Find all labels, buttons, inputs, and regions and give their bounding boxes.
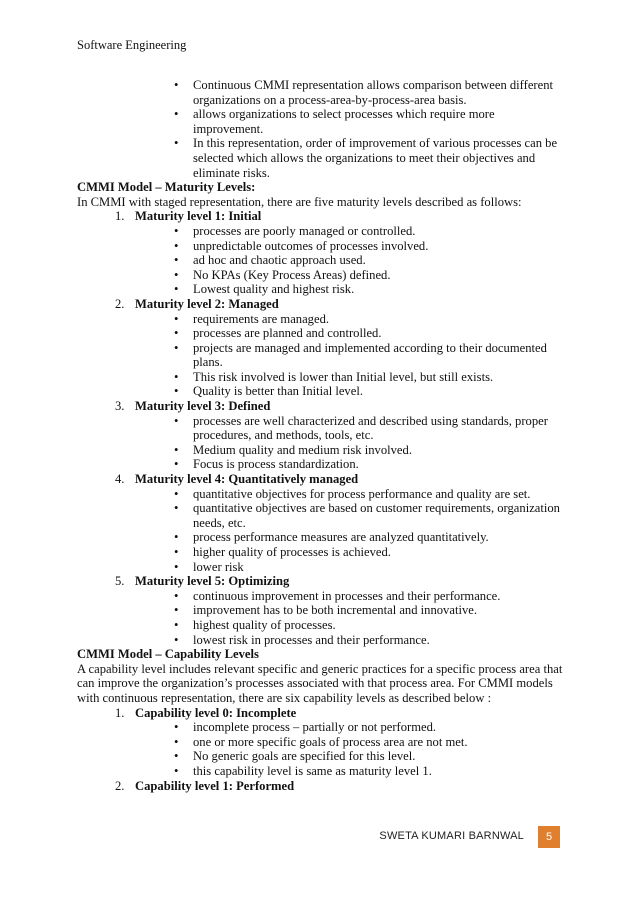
capability-level-0 bbox=[77, 706, 567, 779]
list-item: • lower risk bbox=[77, 560, 567, 575]
list-item: • This risk involved is lower than Initial level, but still exists. bbox=[77, 370, 567, 385]
list-item: • improvement has to be both incremental and innovative. bbox=[77, 603, 567, 618]
level-title: Maturity level 1: Initial bbox=[135, 209, 262, 224]
capability-heading: CMMI Model – Capability Levels bbox=[77, 647, 259, 662]
list-item: • this capability level is same as maturity level 1. bbox=[77, 764, 567, 779]
maturity-level-5 bbox=[77, 574, 567, 647]
level-number: 5. bbox=[115, 574, 125, 589]
list-item: • Lowest quality and highest risk. bbox=[77, 282, 567, 297]
capability-intro: A capability level includes relevant specific and generic practices for a specific process area that can improve the organization’s processes associated with that process area. For CMMI models with continuous representation, there are six capability levels as described below : bbox=[77, 661, 563, 705]
level-number: 2. bbox=[115, 778, 125, 793]
author-name: SWETA KUMARI BARNWAL bbox=[379, 830, 524, 842]
list-item: • one or more specific goals of process area are not met. bbox=[77, 735, 567, 750]
page-footer bbox=[380, 826, 560, 848]
list-item: • processes are well characterized and described using standards, proper procedures, and methods, tools, etc. bbox=[77, 414, 567, 443]
list-item: • In this representation, order of improvement of various processes can be selected which allows the organizations to meet their objectives and eliminate risks. bbox=[77, 136, 567, 180]
maturity-levels bbox=[77, 209, 567, 647]
list-item: • requirements are managed. bbox=[77, 312, 567, 327]
page-number: 5 bbox=[538, 826, 560, 848]
running-header: Software Engineering bbox=[77, 38, 187, 52]
level-number: 2. bbox=[115, 296, 125, 311]
list-item: • ad hoc and chaotic approach used. bbox=[77, 253, 567, 268]
list-item: • highest quality of processes. bbox=[77, 618, 567, 633]
list-item: • Quality is better than Initial level. bbox=[77, 384, 567, 399]
level-title: Maturity level 3: Defined bbox=[135, 399, 271, 414]
list-item: • projects are managed and implemented according to their documented plans. bbox=[77, 341, 567, 370]
level-title: Capability level 1: Performed bbox=[135, 778, 295, 793]
level-number: 4. bbox=[115, 472, 125, 487]
level-number: 1. bbox=[115, 705, 125, 720]
level-number: 1. bbox=[115, 209, 125, 224]
level-title: Maturity level 5: Optimizing bbox=[135, 574, 290, 589]
maturity-intro: In CMMI with staged representation, there are five maturity levels described as follows: bbox=[77, 194, 522, 209]
list-item: • processes are planned and controlled. bbox=[77, 326, 567, 341]
maturity-level-2 bbox=[77, 297, 567, 399]
list-item: • incomplete process – partially or not performed. bbox=[77, 720, 567, 735]
document-body bbox=[77, 78, 567, 793]
level-number: 3. bbox=[115, 399, 125, 414]
list-item: • process performance measures are analyzed quantitatively. bbox=[77, 530, 567, 545]
list-item: • lowest risk in processes and their performance. bbox=[77, 633, 567, 648]
list-item: • Medium quality and medium risk involved. bbox=[77, 443, 567, 458]
list-item: • No KPAs (Key Process Areas) defined. bbox=[77, 268, 567, 283]
list-item: • quantitative objectives are based on customer requirements, organization needs, etc. bbox=[77, 501, 567, 530]
list-item: • unpredictable outcomes of processes involved. bbox=[77, 239, 567, 254]
capability-level-1 bbox=[77, 779, 567, 794]
capability-levels bbox=[77, 706, 567, 794]
level-title: Maturity level 2: Managed bbox=[135, 296, 279, 311]
intro-bullet-list bbox=[77, 78, 567, 180]
list-item: • continuous improvement in processes and their performance. bbox=[77, 589, 567, 604]
maturity-level-4 bbox=[77, 472, 567, 574]
list-item: • processes are poorly managed or controlled. bbox=[77, 224, 567, 239]
maturity-level-3 bbox=[77, 399, 567, 472]
list-item: • higher quality of processes is achieved. bbox=[77, 545, 567, 560]
maturity-level-1 bbox=[77, 209, 567, 297]
level-title: Maturity level 4: Quantitatively managed bbox=[135, 472, 359, 487]
list-item: • allows organizations to select processes which require more improvement. bbox=[77, 107, 567, 136]
list-item: • No generic goals are specified for this level. bbox=[77, 749, 567, 764]
list-item: • Continuous CMMI representation allows comparison between different organizations on a process-area-by-process-area basis. bbox=[77, 78, 567, 107]
list-item: • quantitative objectives for process performance and quality are set. bbox=[77, 487, 567, 502]
level-title: Capability level 0: Incomplete bbox=[135, 705, 297, 720]
list-item: • Focus is process standardization. bbox=[77, 457, 567, 472]
maturity-heading: CMMI Model – Maturity Levels: bbox=[77, 180, 256, 195]
